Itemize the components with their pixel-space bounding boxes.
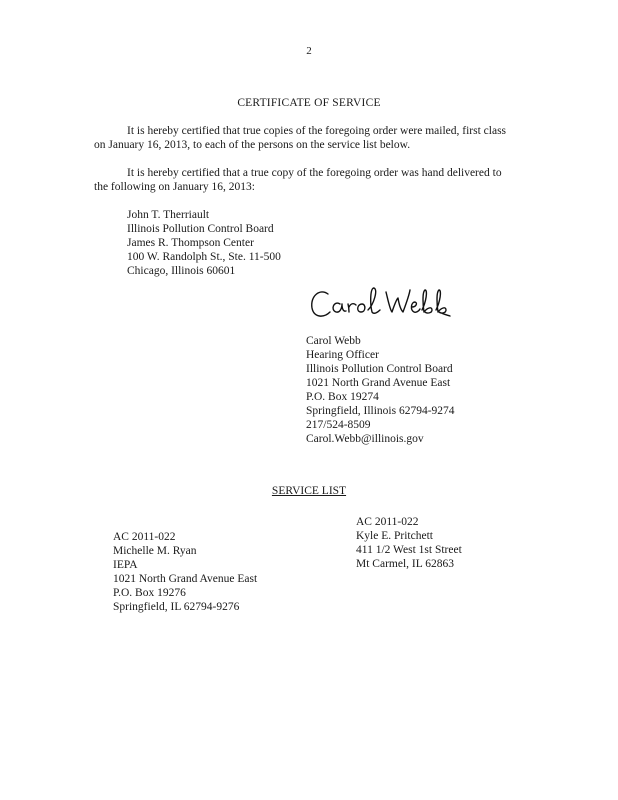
signer-line: Illinois Pollution Control Board — [306, 363, 453, 375]
service-list-entry-left — [113, 530, 257, 614]
service-entry-line: Kyle E. Pritchett — [356, 530, 433, 542]
page-number: 2 — [306, 45, 312, 57]
service-list-entry-right — [356, 515, 462, 571]
signer-line: 1021 North Grand Avenue East — [306, 377, 451, 389]
recipient-line: Illinois Pollution Control Board — [127, 223, 274, 235]
service-entry-line: Michelle M. Ryan — [113, 545, 197, 557]
hearing-officer-signature-block — [306, 334, 455, 446]
certificate-heading: CERTIFICATE OF SERVICE — [237, 97, 381, 109]
mail-certification-paragraph — [94, 124, 534, 152]
hand-paragraph-line-1: It is hereby certified that a true copy of the foregoing order was hand delivered to — [127, 167, 502, 179]
recipient-line: 100 W. Randolph St., Ste. 11-500 — [127, 251, 281, 263]
service-list-title: SERVICE LIST — [271, 485, 347, 497]
mail-paragraph-line-1: It is hereby certified that true copies of the foregoing order were mailed, first class — [127, 125, 507, 137]
signer-line: Carol Webb — [306, 335, 361, 347]
signer-email: Carol.Webb@illinois.gov — [306, 433, 424, 445]
service-entry-line: Mt Carmel, IL 62863 — [356, 558, 454, 570]
service-entry-line: AC 2011-022 — [356, 516, 419, 528]
mail-paragraph-line-2: on January 16, 2013, to each of the persons on the service list below. — [94, 139, 411, 151]
service-entry-line: 411 1/2 West 1st Street — [356, 544, 462, 556]
signer-line: 217/524-8509 — [306, 419, 371, 431]
service-entry-line: IEPA — [113, 559, 138, 571]
recipient-line: James R. Thompson Center — [127, 237, 254, 249]
hand-paragraph-line-2: the following on January 16, 2013: — [94, 181, 255, 193]
service-entry-line: Springfield, IL 62794-9276 — [113, 601, 240, 613]
service-entry-line: AC 2011-022 — [113, 531, 176, 543]
recipient-line: Chicago, Illinois 60601 — [127, 265, 236, 277]
hand-delivery-paragraph — [94, 166, 534, 194]
service-entry-line: P.O. Box 19276 — [113, 587, 186, 599]
signer-line: P.O. Box 19274 — [306, 391, 379, 403]
signer-line: Hearing Officer — [306, 349, 379, 361]
recipient-line: John T. Therriault — [127, 209, 210, 221]
signer-line: Springfield, Illinois 62794-9274 — [306, 405, 455, 417]
hand-delivery-recipient-address — [127, 208, 281, 278]
handwritten-signature — [306, 282, 466, 330]
service-entry-line: 1021 North Grand Avenue East — [113, 573, 258, 585]
